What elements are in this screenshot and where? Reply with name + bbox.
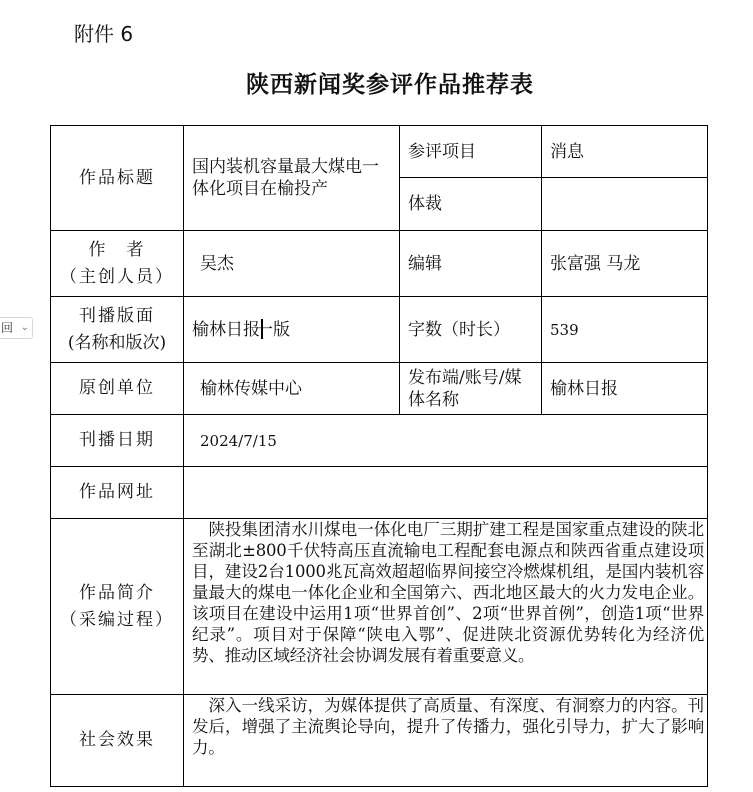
- summary-label: [51, 519, 184, 695]
- author-label-line1: 作 者: [88, 239, 146, 260]
- unit-label: 原创单位: [51, 363, 184, 415]
- author-label-line2: （主创人员）: [60, 266, 174, 287]
- wordcount-value[interactable]: 539: [542, 297, 708, 363]
- page-label-line2: (名称和版次): [67, 332, 167, 353]
- summary-label-line2: （采编过程）: [60, 609, 174, 630]
- layout-icon: 回: [1, 321, 14, 335]
- side-layout-control[interactable]: [0, 317, 33, 339]
- author-label: [51, 231, 184, 297]
- author-value[interactable]: 吴杰: [184, 231, 400, 297]
- publisher-value[interactable]: 榆林日报: [542, 363, 708, 415]
- date-label: 刊播日期: [51, 415, 184, 467]
- title-label: 作品标题: [51, 126, 184, 231]
- editor-value[interactable]: 张富强 马龙: [542, 231, 708, 297]
- page-label-line1: 刊播版面: [79, 305, 155, 326]
- page-value-name: 榆林日报: [192, 319, 260, 340]
- unit-value[interactable]: 榆林传媒中心: [184, 363, 400, 415]
- chevron-down-icon: ⌄: [20, 322, 29, 333]
- effect-label: 社会效果: [51, 695, 184, 787]
- summary-label-line1: 作品简介: [79, 582, 155, 603]
- wordcount-label: 字数（时长）: [400, 297, 542, 363]
- genre-label: 体裁: [400, 178, 542, 231]
- url-value[interactable]: [184, 467, 708, 519]
- page-label: [51, 297, 184, 363]
- category-label: 参评项目: [400, 126, 542, 178]
- effect-text[interactable]: 深入一线采访，为媒体提供了高质量、有深度、有洞察力的内容。刊发后，增强了主流舆论导向，提升了传播力，强化引导力，扩大了影响力。: [184, 695, 708, 787]
- summary-text[interactable]: 陕投集团清水川煤电一体化电厂三期扩建工程是国家重点建设的陕北至湖北±800千伏特高压直流输电工程配套电源点和陕西省重点建设项目，建设2台1000兆瓦高效超超临界间接空冷燃煤机组，是国内装机容量最大的煤电一体化企业和全国第六、西北地区最大的火力发电企业。该项目在建设中运用1项“世界首创”、2项“世界首例”，创造1项“世界纪录”。项目对于保障“陕电入鄂”、促进陕北资源优势转化为经济优势、推动区域经济社会协调发展有着重要意义。: [184, 519, 708, 695]
- genre-value[interactable]: [542, 178, 708, 231]
- page-value[interactable]: [184, 297, 400, 363]
- category-value[interactable]: 消息: [542, 126, 708, 178]
- recommendation-form-table: [50, 125, 708, 787]
- editor-label: 编辑: [400, 231, 542, 297]
- url-label: 作品网址: [51, 467, 184, 519]
- date-value[interactable]: 2024/7/15: [184, 415, 708, 467]
- title-value[interactable]: 国内装机容量最大煤电一体化项目在榆投产: [184, 126, 400, 231]
- page-value-edition: 一版: [256, 319, 290, 340]
- attachment-label: 附件 6: [74, 22, 134, 46]
- document-title: 陕西新闻奖参评作品推荐表: [246, 72, 534, 98]
- publisher-label: 发布端/账号/媒体名称: [400, 363, 542, 415]
